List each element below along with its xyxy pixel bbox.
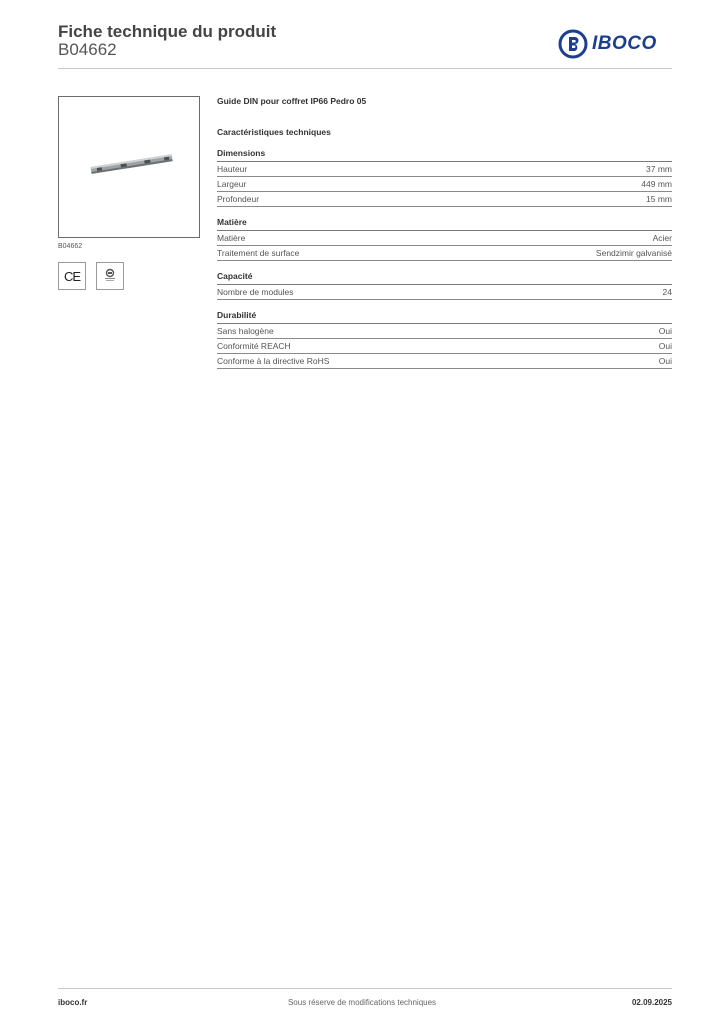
specs-heading: Caractéristiques techniques xyxy=(217,127,331,137)
spec-label: Largeur xyxy=(217,179,247,189)
section-title: Durabilité xyxy=(217,309,672,324)
spec-value: 37 mm xyxy=(646,164,672,174)
eco-label-graphic xyxy=(100,266,120,286)
spec-label: Hauteur xyxy=(217,164,248,174)
section-title: Capacité xyxy=(217,270,672,285)
spec-row xyxy=(217,162,672,177)
ce-mark-icon xyxy=(58,262,86,290)
spec-row xyxy=(217,339,672,354)
header-divider xyxy=(58,68,672,69)
spec-row xyxy=(217,285,672,300)
footer-website: iboco.fr xyxy=(58,998,88,1007)
spec-row xyxy=(217,246,672,261)
specifications xyxy=(217,96,672,369)
eco-label-icon xyxy=(96,262,124,290)
spec-label: Matière xyxy=(217,233,246,243)
spec-row xyxy=(217,354,672,369)
section-title: Dimensions xyxy=(217,147,672,162)
spec-value: Acier xyxy=(652,233,672,243)
spec-label: Nombre de modules xyxy=(217,287,294,297)
spec-label: Conformité REACH xyxy=(217,341,291,351)
ce-mark-label: CE xyxy=(63,268,81,284)
spec-value: 24 xyxy=(662,287,672,297)
section-durability xyxy=(217,309,672,369)
footer-date: 02.09.2025 xyxy=(631,998,672,1007)
product-reference: B04662 xyxy=(58,40,117,59)
spec-row xyxy=(217,324,672,339)
spec-label: Sans halogène xyxy=(217,326,274,336)
product-name: Guide DIN pour coffret IP66 Pedro 05 xyxy=(217,96,367,106)
footer-divider xyxy=(58,988,672,989)
spec-label: Conforme à la directive RoHS xyxy=(217,356,330,366)
spec-value: 15 mm xyxy=(646,194,672,204)
spec-value: Oui xyxy=(658,326,672,336)
page-title: Fiche technique du produit xyxy=(58,22,277,41)
spec-row xyxy=(217,192,672,207)
spec-label: Profondeur xyxy=(217,194,260,204)
spec-label: Traitement de surface xyxy=(217,248,300,258)
spec-value: 449 mm xyxy=(641,179,672,189)
section-material xyxy=(217,216,672,261)
brand-logo xyxy=(558,28,657,60)
section-title: Matière xyxy=(217,216,672,231)
section-capacity xyxy=(217,270,672,300)
image-caption: B04662 xyxy=(58,243,83,250)
section-dimensions xyxy=(217,147,672,207)
spec-value: Oui xyxy=(658,341,672,351)
spec-row xyxy=(217,231,672,246)
product-image xyxy=(58,96,200,238)
brand-logo-icon xyxy=(558,29,588,59)
footer-notice: Sous réserve de modifications techniques xyxy=(287,998,437,1007)
din-rail-image xyxy=(59,97,199,237)
brand-name: IBOCO xyxy=(592,33,657,54)
spec-value: Oui xyxy=(658,356,672,366)
spec-row xyxy=(217,177,672,192)
spec-value: Sendzimir galvanisé xyxy=(595,248,672,258)
